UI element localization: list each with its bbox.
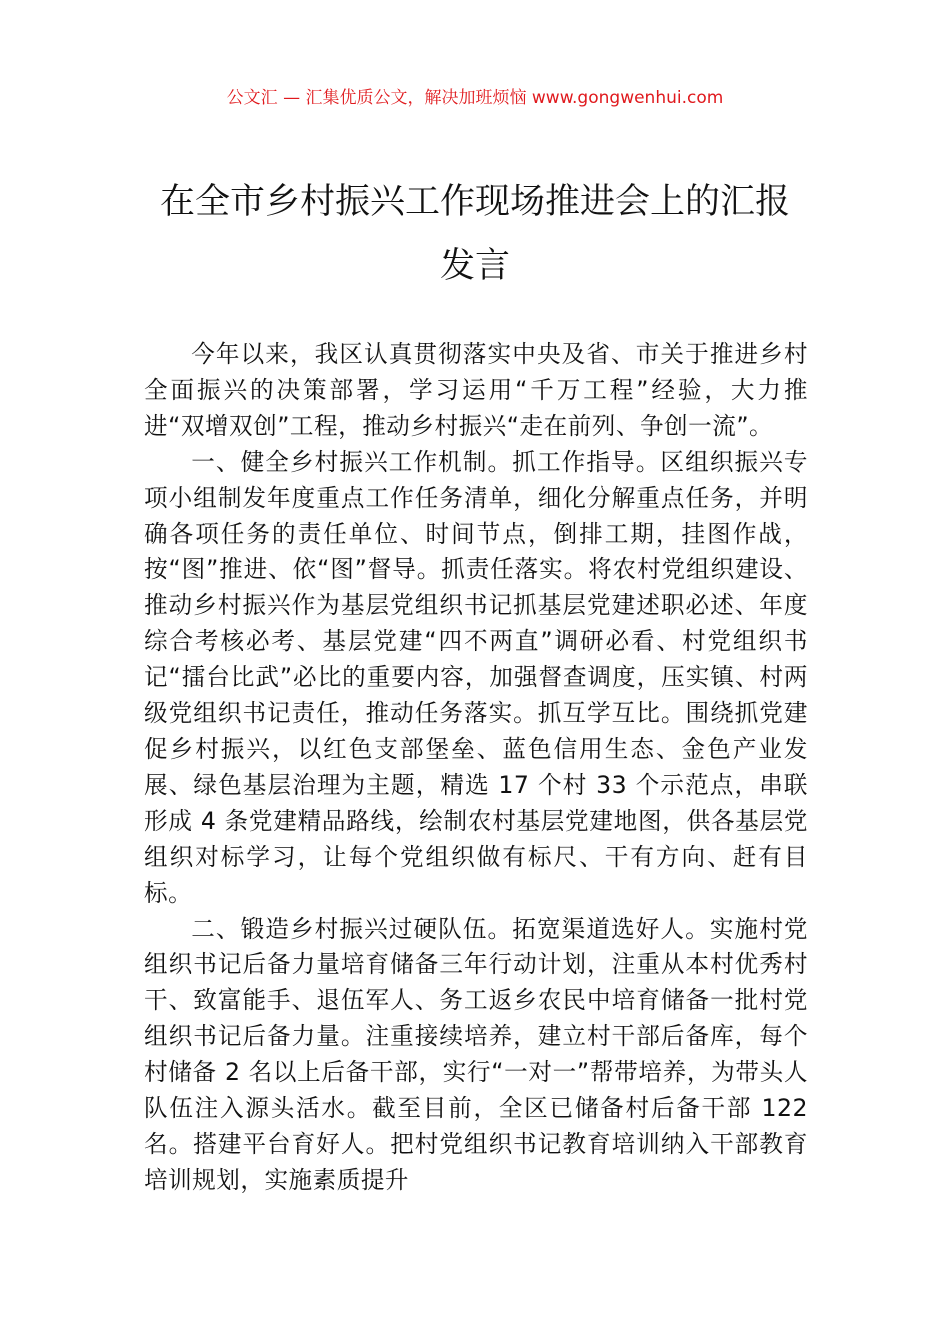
document-title-line-1: 在全市乡村振兴工作现场推进会上的汇报 xyxy=(159,182,790,222)
document-title-line-2: 发言 xyxy=(439,246,510,286)
document-title xyxy=(120,170,830,298)
body-paragraph-intro: 今年以来，我区认真贯彻落实中央及省、市关于推进乡村全面振兴的决策部署，学习运用“千万工程”经验，大力推进“双增双创”工程，推动乡村振兴“走在前列、争创一流”。 xyxy=(144,340,808,440)
body-paragraph-section-1: 一、健全乡村振兴工作机制。抓工作指导。区组织振兴专项小组制发年度重点工作任务清单，细化分解重点任务，并明确各项任务的责任单位、时间节点，倒排工期，挂图作战，按“图”推进、依“图”督导。抓责任落实。将农村党组织建设、推动乡村振兴作为基层党组织书记抓基层党建述职必述、年度综合考核必考、基层党建“四不两直”调研必看、村党组织书记“擂台比武”必比的重要内容，加强督查调度，压实镇、村两级党组织书记责任，推动任务落实。抓互学互比。围绕抓党建促乡村振兴，以红色支部堡垒、蓝色信用生态、金色产业发展、绿色基层治理为主题，精选 17 个村 33 个示范点，串联形成 4 条党建精品路线，绘制农村基层党建地图，供各基层党组织对标学习，让每个党组织做有标尺、干有方向、赶有目标。 xyxy=(144,447,808,907)
header-banner: 公文汇 — 汇集优质公文，解决加班烦恼 www.gongwenhui.com xyxy=(226,88,724,108)
document-body xyxy=(144,337,808,1199)
body-paragraph-section-2: 二、锻造乡村振兴过硬队伍。拓宽渠道选好人。实施村党组织书记后备力量培育储备三年行动计划，注重从本村优秀村干、致富能手、退伍军人、务工返乡农民中培育储备一批村党组织书记后备力量。注重接续培养，建立村干部后备库，每个村储备 2 名以上后备干部，实行“一对一”帮带培养，为带头人队伍注入源头活水。截至目前，全区已储备村后备干部 122 名。搭建平台育好人。把村党组织书记教育培训纳入干部教育培训规划，实施素质提升 xyxy=(144,914,808,1194)
